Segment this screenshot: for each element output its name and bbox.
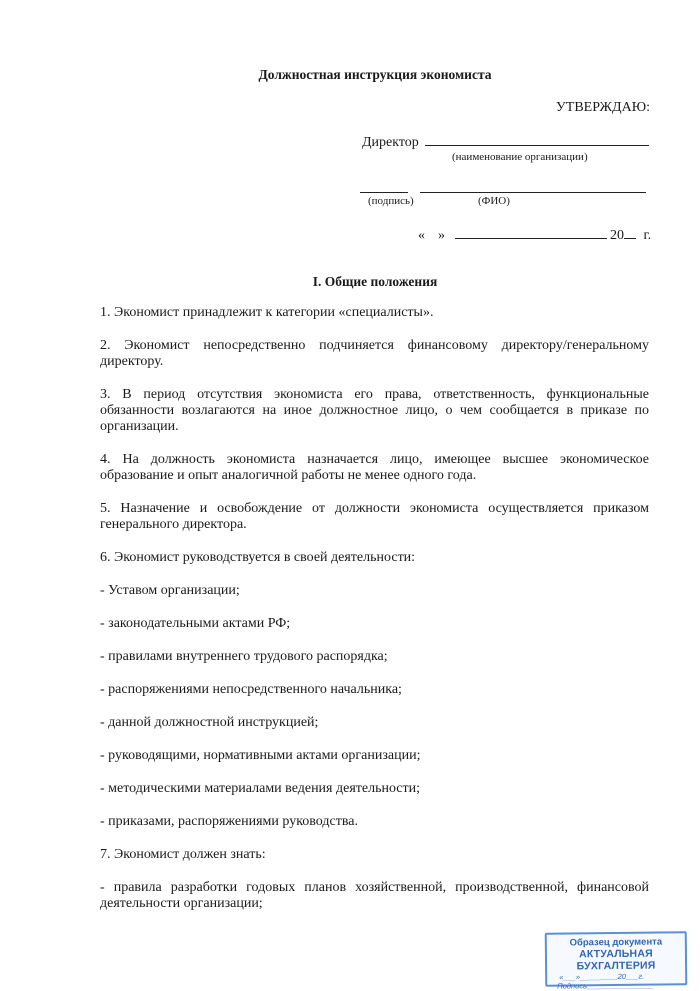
list-item: - данной должностной инструкцией; (100, 715, 319, 730)
date-year-blank (624, 226, 636, 239)
document-title: Должностная инструкция экономиста (258, 67, 492, 82)
date-year-prefix: 20 (610, 228, 624, 243)
fio-blank-line (420, 180, 646, 193)
section-title: I. Общие положения (312, 274, 438, 289)
fio-caption: (ФИО) (478, 195, 510, 207)
paragraph: 7. Экономист должен знать: (100, 847, 266, 862)
stamp-line-1: Образец документа (569, 936, 663, 949)
org-caption: (наименование организации) (452, 151, 588, 163)
date-quote-close: » (438, 228, 445, 243)
director-label: Директор (362, 135, 419, 150)
paragraph: 2. Экономист непосредственно подчиняется финансовому директору/генеральному директору. (100, 338, 649, 369)
document-body (100, 305, 649, 912)
director-line (362, 133, 649, 151)
list-item: - методическими материалами ведения деятельности; (100, 781, 421, 796)
paragraph: 1. Экономист принадлежит к категории «специалисты». (100, 305, 434, 320)
paragraph: 5. Назначение и освобождение от должности экономиста осуществляется приказом генерального директора. (100, 501, 649, 532)
list-item: - правилами внутреннего трудового распорядка; (100, 649, 388, 664)
list-item: - Уставом организации; (100, 583, 240, 598)
signature-blank-line (360, 180, 408, 193)
list-item: - правила разработки годовых планов хозяйственной, производственной, финансовой деятельности организации; (100, 880, 649, 911)
director-blank-line (425, 133, 649, 146)
list-item: - руководящими, нормативными актами организации; (100, 748, 421, 763)
date-quote-open: « (418, 228, 425, 243)
stamp-line-3: «___»_________20___г. (559, 971, 645, 982)
paragraph: 3. В период отсутствия экономиста его права, ответственность, функциональные обязанности возлагаются на иное должностное лицо, о чем сообщается в приказе по организации. (100, 387, 649, 434)
stamp-line-2: АКТУАЛЬНАЯ БУХГАЛТЕРИЯ (576, 947, 656, 973)
date-month-blank (455, 226, 607, 239)
list-item: - приказами, распоряжениями руководства. (100, 814, 358, 829)
paragraph: 4. На должность экономиста назначается лицо, имеющее высшее экономическое образование и опыт аналогичной работы не менее одного года. (100, 452, 649, 483)
date-year-suffix: г. (643, 228, 652, 243)
list-item: - законодательными актами РФ; (100, 616, 291, 631)
list-item: - распоряжениями непосредственного начальника; (100, 682, 402, 697)
paragraph: 6. Экономист руководствуется в своей деятельности: (100, 550, 416, 565)
sample-stamp (545, 931, 688, 991)
approve-label: УТВЕРЖДАЮ: (555, 100, 650, 115)
date-line (418, 226, 651, 244)
stamp-line-4: Подпись________________ (557, 980, 654, 991)
signature-caption: (подпись) (368, 195, 414, 207)
